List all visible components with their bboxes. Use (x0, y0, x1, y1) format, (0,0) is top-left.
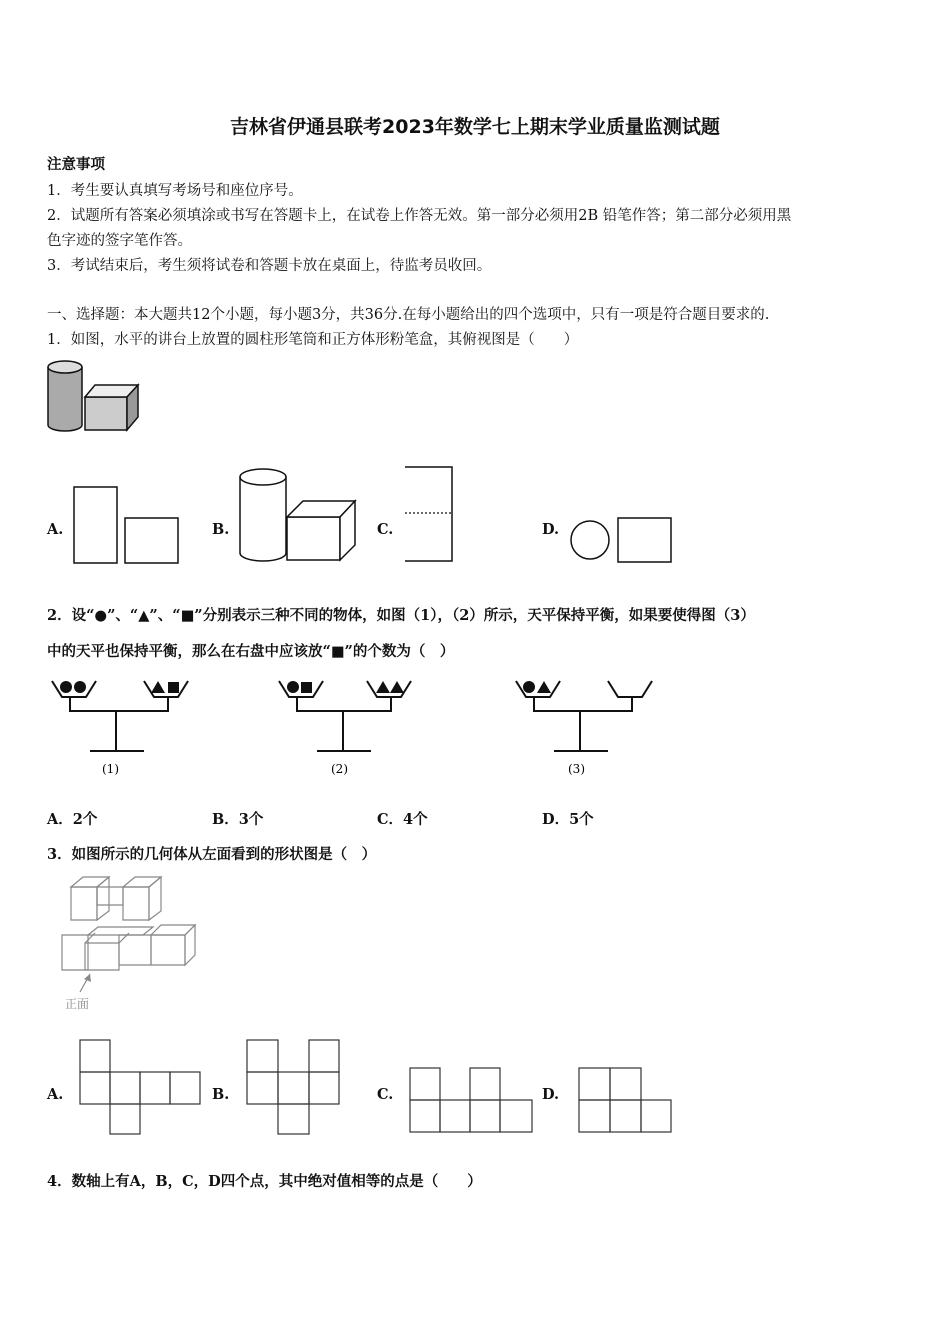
note-item: 1．考生要认真填写考场号和座位序号。 (47, 183, 303, 199)
q3-option-a-figure (78, 1038, 203, 1138)
q1-option-a-figure (72, 485, 182, 565)
q2-fig-label-1: (1) (102, 762, 119, 776)
q2-option-b[interactable]: B．3个 (212, 811, 264, 828)
question-3-stem: 3．如图所示的几何体从左面看到的形状图是（ ） (47, 846, 377, 863)
note-item: 2．试题所有答案必须填涂或书写在答题卡上，在试卷上作答无效。第一部分必须用2B 铅笔作答；第二部分必须用黑 (47, 208, 792, 224)
q3-option-a-label[interactable]: A. (47, 1086, 64, 1103)
note-item: 色字迹的签字笔作答。 (47, 233, 192, 249)
q3-option-b-figure (245, 1038, 345, 1138)
section-heading: 一、选择题：本大题共12个小题，每小题3分，共36分.在每小题给出的四个选项中，只有一项是符合题目要求的. (47, 307, 770, 323)
q3-option-c-label[interactable]: C. (377, 1086, 394, 1103)
q3-option-b-label[interactable]: B. (212, 1086, 230, 1103)
q2-fig-label-2: (2) (331, 762, 348, 776)
q1-option-a-label[interactable]: A. (47, 521, 64, 538)
question-1-stem: 1．如图，水平的讲台上放置的圆柱形笔筒和正方体形粉笔盒，其俯视图是（ ） (47, 332, 579, 348)
q1-option-b-label[interactable]: B. (212, 521, 230, 538)
q2-option-c[interactable]: C．4个 (377, 811, 428, 828)
question-2-stem-line2: 中的天平也保持平衡，那么在右盘中应该放“■”的个数为（ ） (47, 643, 455, 660)
question-4-stem: 4．数轴上有A，B，C，D四个点，其中绝对值相等的点是（ ） (47, 1173, 482, 1190)
q1-option-d-figure (567, 515, 677, 565)
q3-option-d-figure (577, 1066, 677, 1136)
question-2-stem-line1: 2．设“●”、“▲”、“■”分别表示三种不同的物体，如图（1），（2）所示，天平保持平衡，如果要使得图（3） (47, 607, 755, 624)
q1-figure (45, 355, 145, 435)
notes-heading: 注意事项 (47, 156, 105, 173)
q3-option-c-figure (408, 1066, 538, 1136)
q1-option-c-label[interactable]: C. (377, 521, 394, 538)
q2-balance-2 (277, 673, 427, 785)
q2-fig-label-3: (3) (568, 762, 585, 776)
q3-option-d-label[interactable]: D. (542, 1086, 560, 1103)
page-title: 吉林省伊通县联考2023年数学七上期末学业质量监测试题 (230, 116, 720, 138)
note-item: 3．考试结束后，考生须将试卷和答题卡放在桌面上，待监考员收回。 (47, 258, 492, 274)
q2-balance-1 (50, 673, 200, 785)
q1-option-d-label[interactable]: D. (542, 521, 560, 538)
q3-front-label: 正面 (65, 997, 90, 1011)
q3-solid-figure (57, 875, 202, 1015)
q2-option-d[interactable]: D．5个 (542, 811, 594, 828)
q2-option-a[interactable]: A．2个 (47, 811, 98, 828)
q1-option-c-figure (402, 465, 462, 565)
q2-balance-3 (514, 673, 664, 785)
q1-option-b-figure (237, 465, 362, 565)
